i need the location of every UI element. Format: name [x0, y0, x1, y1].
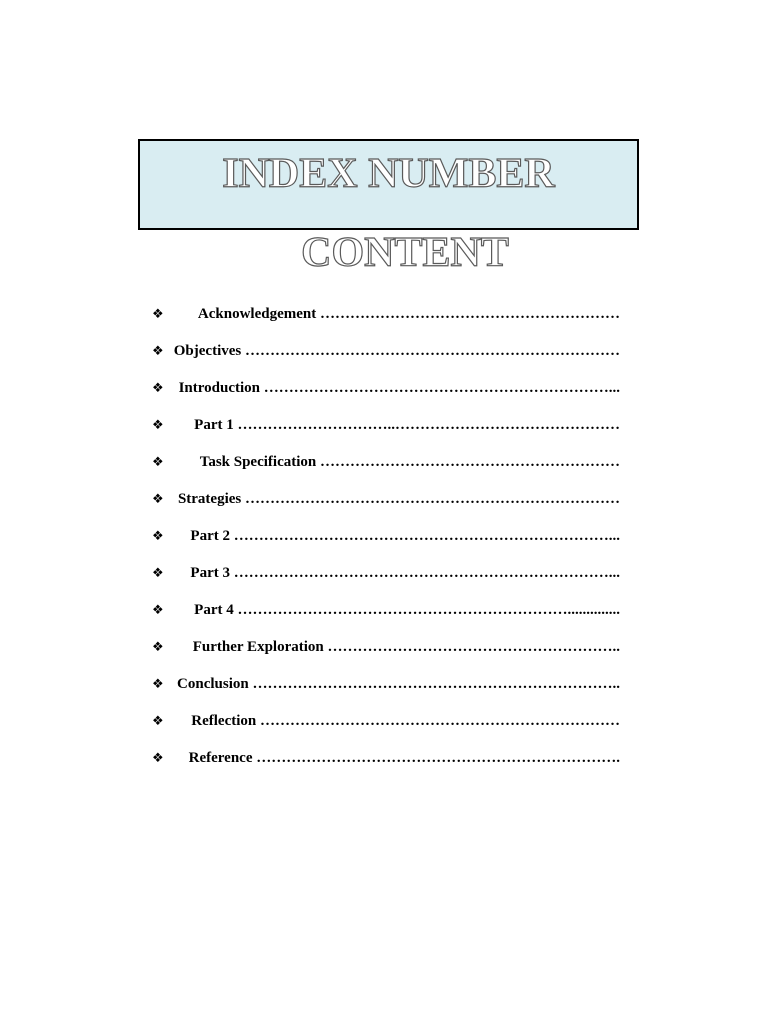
- toc-entry: Part 1 …………………………..………………………………………: [194, 417, 620, 433]
- title-box: [138, 139, 639, 230]
- toc-entry: Part 4 …………………………………………………………..............: [194, 602, 620, 618]
- toc-item-part-1: [150, 407, 620, 444]
- diamond-bullet-icon: ❖: [152, 455, 164, 470]
- diamond-bullet-icon: ❖: [152, 751, 164, 766]
- diamond-bullet-icon: ❖: [152, 640, 164, 655]
- toc-entry: Introduction ……………………………………………………………...: [178, 380, 620, 396]
- toc-entry: Reference ……………………………………………………………….: [188, 750, 620, 766]
- page-title: INDEX NUMBER: [222, 151, 555, 197]
- toc-item-task-specification: [150, 444, 620, 481]
- toc-entry: Part 2 …………………………………………………………………...: [190, 528, 620, 544]
- diamond-bullet-icon: ❖: [152, 307, 164, 322]
- toc-item-objectives: [150, 333, 620, 370]
- toc-item-introduction: [150, 370, 620, 407]
- diamond-bullet-icon: ❖: [152, 492, 164, 507]
- toc-item-acknowledgement: [150, 296, 620, 333]
- toc-item-reflection: [150, 703, 620, 740]
- diamond-bullet-icon: ❖: [152, 529, 164, 544]
- toc-entry: Conclusion ………………………………………………………………..: [177, 676, 620, 692]
- diamond-bullet-icon: ❖: [152, 677, 164, 692]
- toc-entry: Objectives …………………………………………………………………: [173, 343, 620, 359]
- content-heading: CONTENT: [301, 230, 509, 276]
- diamond-bullet-icon: ❖: [152, 381, 164, 396]
- toc-entry: Acknowledgement ……………………………………………………: [197, 306, 620, 322]
- toc-item-strategies: [150, 481, 620, 518]
- table-of-contents: [150, 296, 620, 777]
- diamond-bullet-icon: ❖: [152, 603, 164, 618]
- toc-entry: Strategies …………………………………………………………………: [177, 491, 620, 507]
- diamond-bullet-icon: ❖: [152, 714, 164, 729]
- toc-item-part-3: [150, 555, 620, 592]
- toc-item-further-exploration: [150, 629, 620, 666]
- toc-entry: Reflection ………………………………………………………………: [191, 713, 620, 729]
- toc-entry: Part 3 …………………………………………………………………...: [190, 565, 620, 581]
- diamond-bullet-icon: ❖: [152, 566, 164, 581]
- toc-entry: Further Exploration …………………………………………………..: [192, 639, 620, 655]
- toc-item-part-2: [150, 518, 620, 555]
- diamond-bullet-icon: ❖: [152, 418, 164, 433]
- toc-item-conclusion: [150, 666, 620, 703]
- toc-item-part-4: [150, 592, 620, 629]
- toc-item-reference: [150, 740, 620, 777]
- toc-entry: Task Specification ……………………………………………………: [199, 454, 620, 470]
- diamond-bullet-icon: ❖: [152, 344, 164, 359]
